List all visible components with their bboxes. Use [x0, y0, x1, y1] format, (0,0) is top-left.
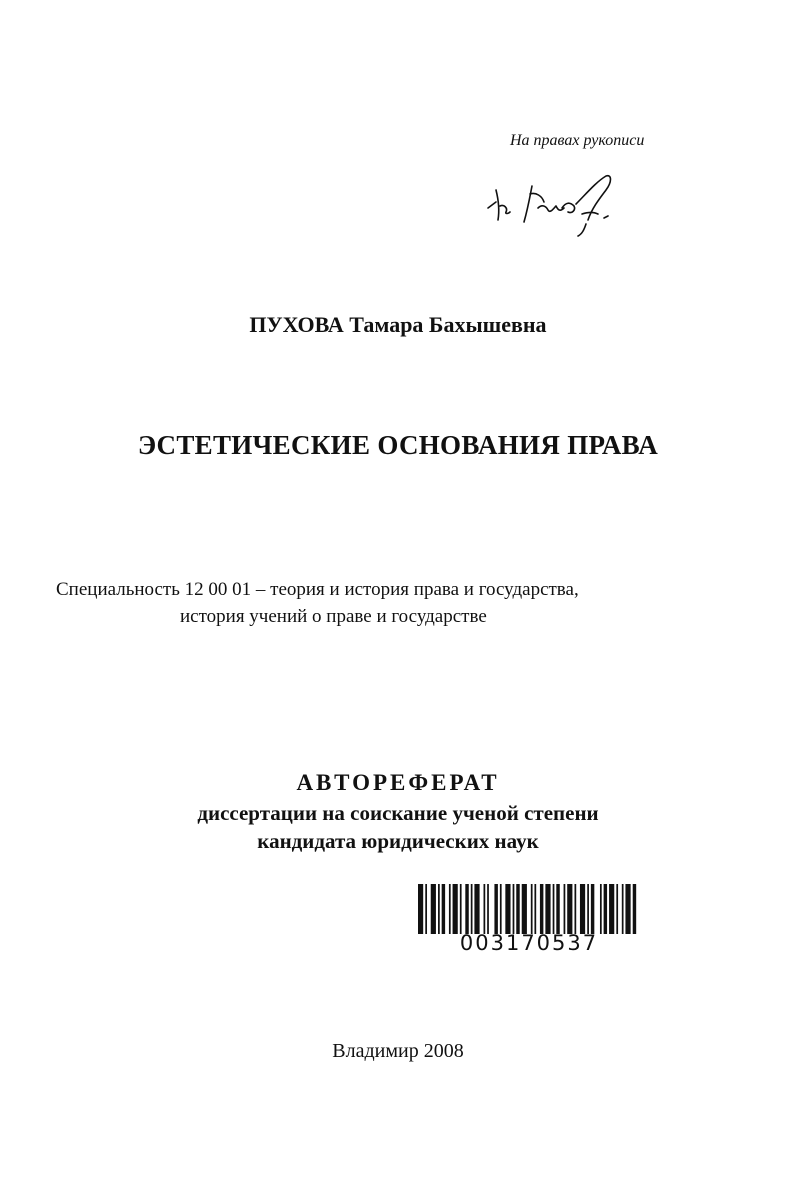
barcode-number: 003170537 [459, 931, 599, 955]
barcode-bar [487, 884, 489, 934]
barcode-bar [425, 884, 427, 934]
barcode-bar [516, 884, 519, 934]
barcode-bar [513, 884, 515, 934]
barcode-bar [556, 884, 559, 934]
barcode-bar [418, 884, 423, 934]
specialty-line-1: Специальность 12 00 01 – теория и история права и государства, [56, 579, 579, 600]
barcode-bar [564, 884, 566, 934]
specialty-line-2: история учений о праве и государстве [180, 606, 487, 627]
barcode-bar [465, 884, 468, 934]
barcode-bar [625, 884, 630, 934]
barcode-bar [587, 884, 589, 934]
barcode-bar [484, 884, 486, 934]
dissertation-title: ЭСТЕТИЧЕСКИЕ ОСНОВАНИЯ ПРАВА [137, 430, 659, 460]
barcode-bar [633, 884, 636, 934]
barcode-bar [438, 884, 440, 934]
barcode-bar [534, 884, 536, 934]
barcode-bar [460, 884, 462, 934]
abstract-heading: АВТОРЕФЕРАТ [296, 770, 500, 795]
barcode-bar [545, 884, 550, 934]
abstract-line-2: кандидата юридических наук [257, 829, 539, 853]
barcode-bar [600, 884, 602, 934]
barcode-bar [505, 884, 510, 934]
barcode-bar [453, 884, 458, 934]
barcode [418, 884, 640, 934]
abstract-line-1: диссертации на соискание ученой степени [197, 801, 599, 825]
barcode-bar [591, 884, 594, 934]
barcode-bar [553, 884, 555, 934]
barcode-bar [474, 884, 479, 934]
author-name: ПУХОВА Тамара Бахышевна [249, 312, 547, 337]
barcode-bar [494, 884, 497, 934]
barcode-bar [449, 884, 451, 934]
handwritten-signature [478, 168, 628, 240]
barcode-bar [540, 884, 543, 934]
barcode-bar [531, 884, 533, 934]
barcode-bar [431, 884, 436, 934]
barcode-bar [574, 884, 576, 934]
barcode-bar [616, 884, 618, 934]
barcode-bar [622, 884, 624, 934]
barcode-bar [567, 884, 572, 934]
manuscript-note: На правах рукописи [510, 132, 645, 149]
barcode-bar [609, 884, 614, 934]
barcode-bar [471, 884, 473, 934]
barcode-bar [500, 884, 502, 934]
barcode-bar [442, 884, 445, 934]
city-year: Владимир 2008 [332, 1040, 464, 1062]
barcode-bar [522, 884, 527, 934]
barcode-bar [604, 884, 607, 934]
barcode-bar [580, 884, 585, 934]
